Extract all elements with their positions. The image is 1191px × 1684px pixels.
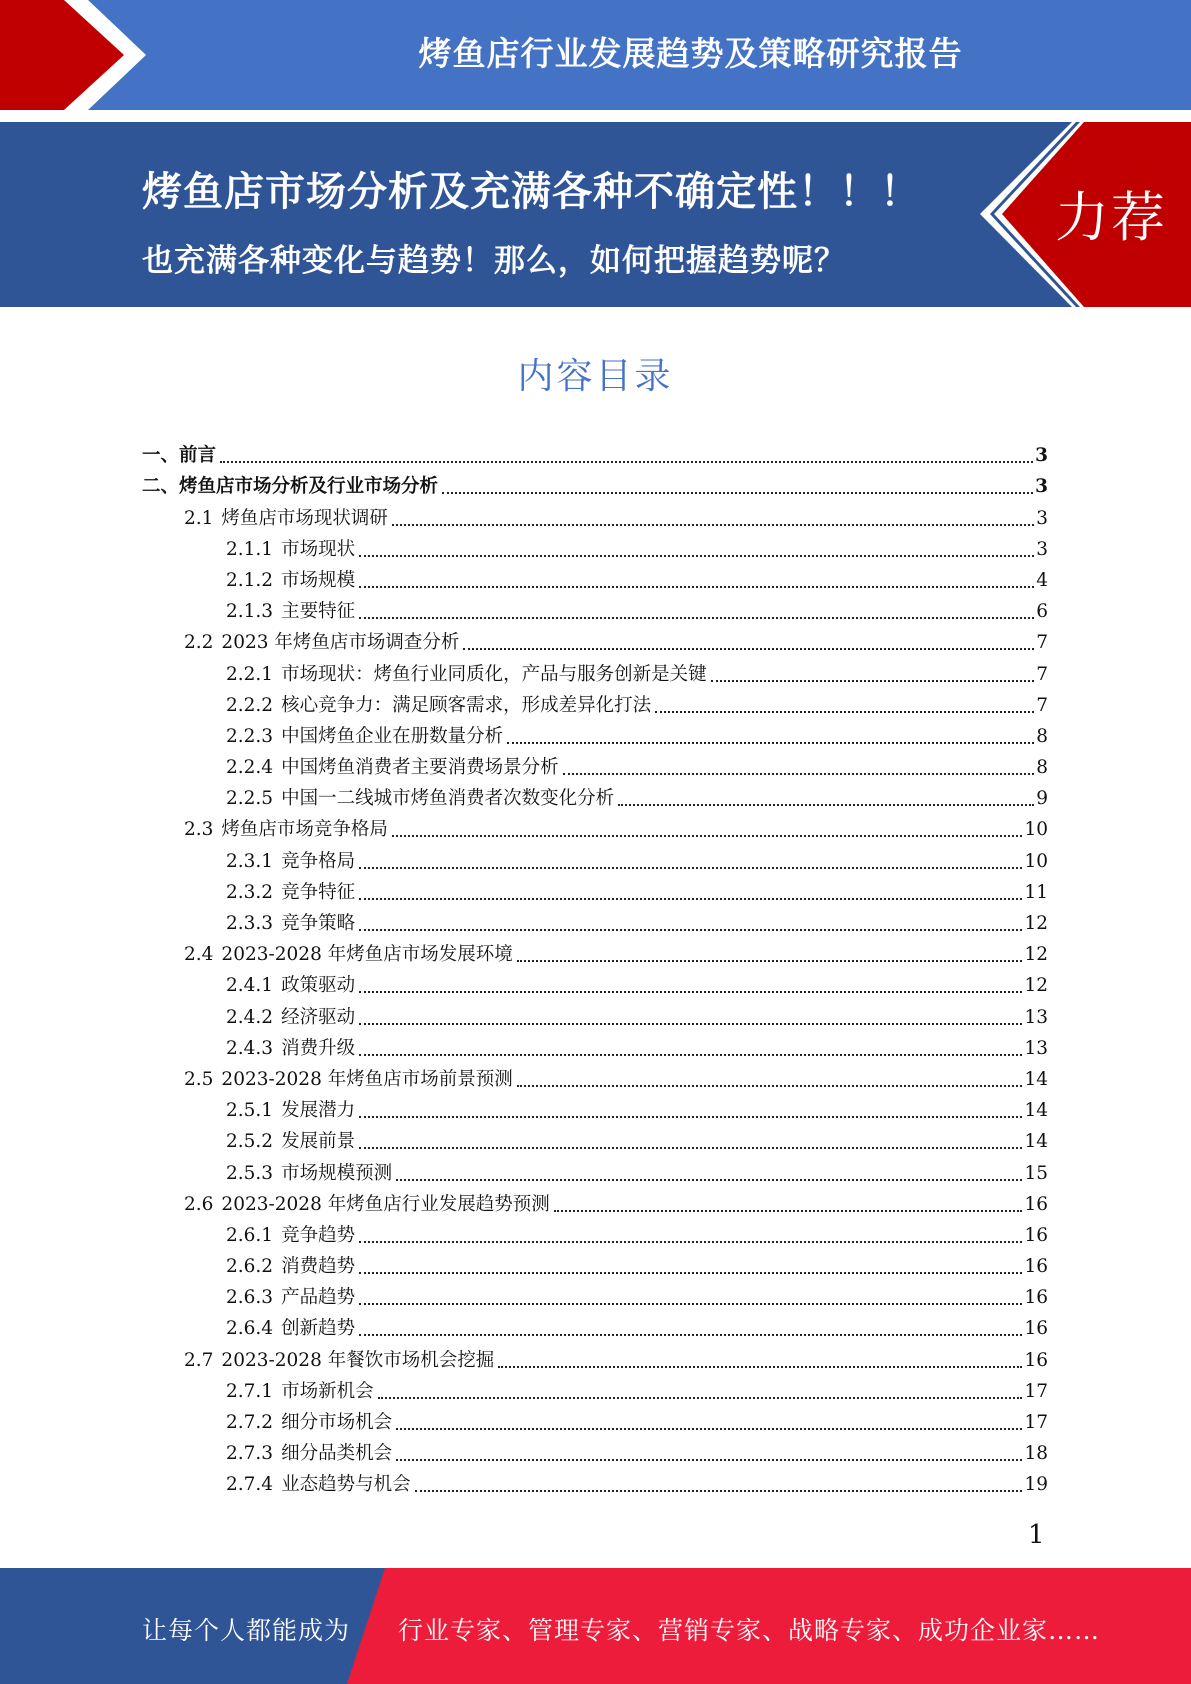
toc-page-number: 12 <box>1024 944 1048 966</box>
toc-entry-title: 2023-2028 年烤鱼店市场发展环境 <box>221 944 513 966</box>
toc-entry[interactable] <box>142 623 1048 654</box>
toc-page-number: 13 <box>1024 1006 1048 1028</box>
footer-expert-list: 行业专家、管理专家、营销专家、战略专家、成功企业家…… <box>398 1616 1101 1645</box>
toc-entry-label <box>226 1318 355 1340</box>
toc-entry-label <box>226 913 355 935</box>
toc-dot-leader <box>359 1241 1022 1243</box>
toc-entry[interactable] <box>142 748 1048 779</box>
toc-entry-title: 发展潜力 <box>281 1100 356 1122</box>
toc-dot-leader <box>498 1366 1022 1368</box>
toc-entry[interactable] <box>142 467 1048 498</box>
toc-page-number: 6 <box>1036 601 1048 623</box>
toc-entry-title: 核心竞争力：满足顾客需求，形成差异化打法 <box>281 694 652 716</box>
toc-page-number: 3 <box>1035 445 1048 467</box>
toc-entry-number: 2.5 <box>184 1068 214 1090</box>
report-title: 烤鱼店行业发展趋势及策略研究报告 <box>418 34 963 73</box>
toc-page-number: 16 <box>1024 1193 1048 1215</box>
toc-entry-label <box>226 1100 355 1122</box>
toc-entry[interactable] <box>142 1060 1048 1091</box>
toc-entry-title: 前言 <box>179 445 217 467</box>
toc-entry-title: 细分市场机会 <box>281 1412 393 1433</box>
toc-entry-title: 业态趋势与机会 <box>281 1474 411 1496</box>
toc-dot-leader <box>442 492 1033 494</box>
toc-entry-number: 2.4.2 <box>226 1006 274 1028</box>
toc-page-number: 17 <box>1024 1380 1048 1402</box>
toc-entry[interactable] <box>142 1340 1048 1371</box>
toc-entry-number: 2.4.3 <box>226 1037 274 1059</box>
table-of-contents <box>142 436 1048 1496</box>
toc-entry-label <box>226 1412 392 1434</box>
toc-entry[interactable] <box>142 1403 1048 1434</box>
toc-page-number: 15 <box>1024 1162 1048 1184</box>
toc-entry-number: 2.7 <box>184 1349 214 1371</box>
toc-entry[interactable] <box>142 1465 1048 1496</box>
toc-entry-label <box>226 1256 355 1278</box>
red-chevron-decoration <box>0 0 160 110</box>
toc-entry-title: 市场新机会 <box>281 1380 374 1402</box>
hero-headline: 烤鱼店市场分析及充满各种不确定性！！！ <box>142 169 921 215</box>
toc-entry-number: 2.2.2 <box>226 694 274 716</box>
toc-page-number: 16 <box>1024 1256 1048 1278</box>
toc-entry-number: 2.7.3 <box>226 1443 274 1465</box>
toc-entry[interactable] <box>142 530 1048 561</box>
toc-page-number: 7 <box>1036 694 1048 716</box>
toc-dot-leader <box>359 1023 1022 1025</box>
toc-entry[interactable] <box>142 779 1048 810</box>
toc-entry[interactable] <box>142 966 1048 997</box>
toc-entry-number: 2.7.4 <box>226 1474 274 1496</box>
toc-dot-leader <box>359 617 1034 619</box>
toc-dot-leader <box>554 1210 1023 1212</box>
toc-entry[interactable] <box>142 717 1048 748</box>
toc-entry-label <box>184 508 388 530</box>
toc-entry-number: 2.2.5 <box>226 788 274 810</box>
toc-page-number: 16 <box>1024 1224 1048 1246</box>
toc-entry-label <box>184 1194 550 1216</box>
toc-page-number: 13 <box>1024 1037 1048 1059</box>
toc-entry-number: 2.3.1 <box>226 850 274 872</box>
toc-entry-title: 2023-2028 年烤鱼店市场前景预测 <box>221 1068 513 1090</box>
toc-entry-number: 2.5.3 <box>226 1162 274 1184</box>
toc-entry-number: 2.7.2 <box>226 1412 274 1433</box>
toc-entry-title: 市场规模 <box>281 569 356 591</box>
toc-entry-title: 竞争趋势 <box>281 1224 356 1246</box>
toc-entry-title: 竞争特征 <box>281 881 356 903</box>
toc-entry-label <box>184 819 388 841</box>
toc-entry-label <box>226 851 355 873</box>
toc-entry-title: 竞争格局 <box>281 850 356 872</box>
toc-entry-title: 烤鱼店市场竞争格局 <box>221 819 388 841</box>
toc-dot-leader <box>359 991 1022 993</box>
toc-entry[interactable] <box>142 436 1048 467</box>
toc-entry-title: 政策驱动 <box>281 975 356 997</box>
toc-page-number: 7 <box>1036 663 1048 685</box>
toc-entry-number: 一、 <box>142 445 180 467</box>
toc-dot-leader <box>563 773 1035 775</box>
toc-entry-label <box>184 1069 513 1091</box>
toc-dot-leader <box>359 1116 1022 1118</box>
toc-entry[interactable] <box>142 1185 1048 1216</box>
toc-entry[interactable] <box>142 810 1048 841</box>
toc-entry-title: 2023-2028 年餐饮市场机会挖掘 <box>221 1349 495 1371</box>
toc-entry[interactable] <box>142 997 1048 1028</box>
toc-dot-leader <box>359 1272 1022 1274</box>
toc-page-number: 8 <box>1036 757 1048 779</box>
toc-entry[interactable] <box>142 1278 1048 1309</box>
toc-entry-label <box>226 1007 355 1029</box>
toc-dot-leader <box>396 1179 1022 1181</box>
toc-dot-leader <box>359 898 1022 900</box>
toc-entry-number: 2.6.3 <box>226 1287 274 1309</box>
toc-entry-title: 2023-2028 年烤鱼店行业发展趋势预测 <box>221 1193 550 1215</box>
toc-page-number: 11 <box>1024 881 1048 903</box>
toc-entry-number: 2.3.2 <box>226 881 274 903</box>
toc-page-number: 3 <box>1036 538 1048 560</box>
toc-dot-leader <box>396 1428 1022 1430</box>
toc-entry-title: 2023 年烤鱼店市场调查分析 <box>221 632 460 654</box>
toc-entry[interactable] <box>142 561 1048 592</box>
toc-entry-title: 市场现状 <box>281 538 356 560</box>
toc-page-number: 4 <box>1036 569 1048 591</box>
toc-page-number: 17 <box>1024 1412 1048 1433</box>
toc-page-number: 19 <box>1024 1474 1048 1496</box>
toc-entry-number: 2.5.1 <box>226 1100 274 1122</box>
toc-entry[interactable] <box>142 935 1048 966</box>
toc-entry-label <box>184 632 459 654</box>
footer-slogan: 让每个人都能成为 <box>142 1616 351 1645</box>
toc-page-number: 3 <box>1036 507 1048 529</box>
toc-dot-leader <box>618 804 1034 806</box>
toc-entry-title: 中国烤鱼企业在册数量分析 <box>281 725 504 747</box>
toc-dot-leader <box>359 1334 1022 1336</box>
toc-page-number: 16 <box>1024 1287 1048 1309</box>
toc-heading: 内容目录 <box>517 356 674 397</box>
toc-entry-title: 市场规模预测 <box>281 1162 393 1184</box>
toc-entry-title: 主要特征 <box>281 601 356 623</box>
toc-dot-leader <box>359 1303 1022 1305</box>
toc-entry[interactable] <box>142 841 1048 872</box>
toc-entry-number: 2.6 <box>184 1193 214 1215</box>
toc-entry-title: 发展前景 <box>281 1131 356 1153</box>
toc-entry-number: 2.6.4 <box>226 1318 274 1340</box>
toc-entry-number: 2.2.3 <box>226 725 274 747</box>
toc-entry-number: 二、 <box>142 476 180 498</box>
toc-entry-number: 2.6.2 <box>226 1256 274 1278</box>
toc-dot-leader <box>359 867 1022 869</box>
toc-entry-label <box>226 1225 355 1247</box>
top-banner <box>0 0 1191 110</box>
toc-dot-leader <box>359 929 1022 931</box>
toc-page-number: 10 <box>1024 819 1048 841</box>
toc-dot-leader <box>378 1397 1023 1399</box>
toc-entry[interactable] <box>142 686 1048 717</box>
toc-entry-title: 经济驱动 <box>281 1006 356 1028</box>
toc-entry-number: 2.1.3 <box>226 601 274 623</box>
toc-entry-label <box>184 1350 494 1372</box>
toc-entry-number: 2.5.2 <box>226 1131 274 1153</box>
toc-entry-title: 中国烤鱼消费者主要消费场景分析 <box>281 757 559 779</box>
toc-entry-number: 2.1.2 <box>226 569 274 591</box>
toc-entry-label <box>226 1163 392 1185</box>
recommend-badge: 力荐 <box>1055 186 1167 249</box>
toc-page-number: 3 <box>1035 476 1048 498</box>
toc-page-number: 9 <box>1036 788 1048 810</box>
toc-entry-label <box>142 476 438 498</box>
toc-page-number: 16 <box>1024 1349 1048 1371</box>
toc-entry[interactable] <box>142 1372 1048 1403</box>
toc-entry-label <box>226 726 503 748</box>
toc-page-number: 7 <box>1036 632 1048 654</box>
toc-entry-title: 消费趋势 <box>281 1256 356 1278</box>
toc-entry-label <box>226 570 355 592</box>
toc-entry-label <box>184 944 513 966</box>
toc-entry[interactable] <box>142 498 1048 529</box>
hero-subheadline: 也充满各种变化与趋势！那么，如何把握趋势呢？ <box>142 243 846 279</box>
toc-entry-title: 市场现状：烤鱼行业同质化，产品与服务创新是关键 <box>281 663 707 685</box>
toc-entry-label <box>142 445 216 467</box>
toc-entry[interactable] <box>142 654 1048 685</box>
toc-entry[interactable] <box>142 1153 1048 1184</box>
toc-dot-leader <box>517 1085 1023 1087</box>
toc-entry-title: 细分品类机会 <box>281 1443 393 1465</box>
toc-page-number: 18 <box>1024 1443 1048 1465</box>
toc-entry-title: 烤鱼店市场分析及行业市场分析 <box>179 476 439 498</box>
toc-entry-label <box>226 695 651 717</box>
toc-page-number: 16 <box>1024 1318 1048 1340</box>
toc-entry[interactable] <box>142 873 1048 904</box>
toc-dot-leader <box>392 524 1034 526</box>
toc-page-number: 8 <box>1036 725 1048 747</box>
toc-entry-label <box>226 1381 374 1403</box>
toc-entry-title: 产品趋势 <box>281 1287 356 1309</box>
toc-page-number: 10 <box>1024 850 1048 872</box>
toc-entry[interactable] <box>142 1029 1048 1060</box>
toc-entry[interactable] <box>142 1247 1048 1278</box>
toc-entry-number: 2.4.1 <box>226 975 274 997</box>
toc-entry[interactable] <box>142 1434 1048 1465</box>
toc-entry-label <box>226 1131 355 1153</box>
toc-entry[interactable] <box>142 1216 1048 1247</box>
toc-entry-label <box>226 1474 411 1496</box>
toc-entry-label <box>226 1443 392 1465</box>
toc-dot-leader <box>359 1147 1022 1149</box>
toc-entry-label <box>226 664 707 686</box>
toc-entry[interactable] <box>142 1122 1048 1153</box>
toc-dot-leader <box>463 648 1034 650</box>
toc-entry-title: 烤鱼店市场现状调研 <box>221 507 388 529</box>
toc-entry[interactable] <box>142 1309 1048 1340</box>
toc-entry-title: 创新趋势 <box>281 1318 356 1340</box>
page-number: 1 <box>1028 1520 1045 1550</box>
toc-dot-leader <box>415 1490 1023 1492</box>
toc-entry-title: 中国一二线城市烤鱼消费者次数变化分析 <box>281 788 615 810</box>
toc-dot-leader <box>711 680 1035 682</box>
toc-entry-label <box>226 882 355 904</box>
toc-page-number: 14 <box>1024 1131 1048 1153</box>
toc-entry-number: 2.6.1 <box>226 1224 274 1246</box>
toc-entry-label <box>226 539 355 561</box>
toc-page-number: 12 <box>1024 975 1048 997</box>
toc-entry-label <box>226 975 355 997</box>
toc-entry-label <box>226 757 559 779</box>
toc-dot-leader <box>517 960 1023 962</box>
toc-entry-number: 2.1.1 <box>226 538 274 560</box>
toc-dot-leader <box>507 742 1034 744</box>
toc-entry-label <box>226 788 614 810</box>
toc-dot-leader <box>655 711 1034 713</box>
toc-entry-label <box>226 1038 355 1060</box>
toc-entry-number: 2.2 <box>184 632 214 654</box>
toc-page-number: 14 <box>1024 1100 1048 1122</box>
toc-entry-number: 2.4 <box>184 944 214 966</box>
toc-dot-leader <box>392 835 1023 837</box>
toc-entry-number: 2.3 <box>184 819 214 841</box>
toc-entry-number: 2.7.1 <box>226 1380 274 1402</box>
toc-page-number: 14 <box>1024 1068 1048 1090</box>
toc-entry-number: 2.2.1 <box>226 663 274 685</box>
toc-entry[interactable] <box>142 1091 1048 1122</box>
toc-entry[interactable] <box>142 592 1048 623</box>
toc-entry-label <box>226 601 355 623</box>
toc-entry-number: 2.3.3 <box>226 913 274 934</box>
toc-page-number: 12 <box>1024 913 1048 934</box>
toc-entry-label <box>226 1287 355 1309</box>
toc-dot-leader <box>359 1054 1022 1056</box>
toc-dot-leader <box>359 555 1034 557</box>
toc-entry-title: 消费升级 <box>281 1037 356 1059</box>
toc-entry-number: 2.2.4 <box>226 757 274 779</box>
toc-entry-title: 竞争策略 <box>281 913 356 934</box>
toc-entry-number: 2.1 <box>184 507 214 529</box>
toc-entry[interactable] <box>142 904 1048 935</box>
toc-dot-leader <box>220 461 1033 463</box>
toc-dot-leader <box>359 586 1034 588</box>
toc-dot-leader <box>396 1459 1022 1461</box>
